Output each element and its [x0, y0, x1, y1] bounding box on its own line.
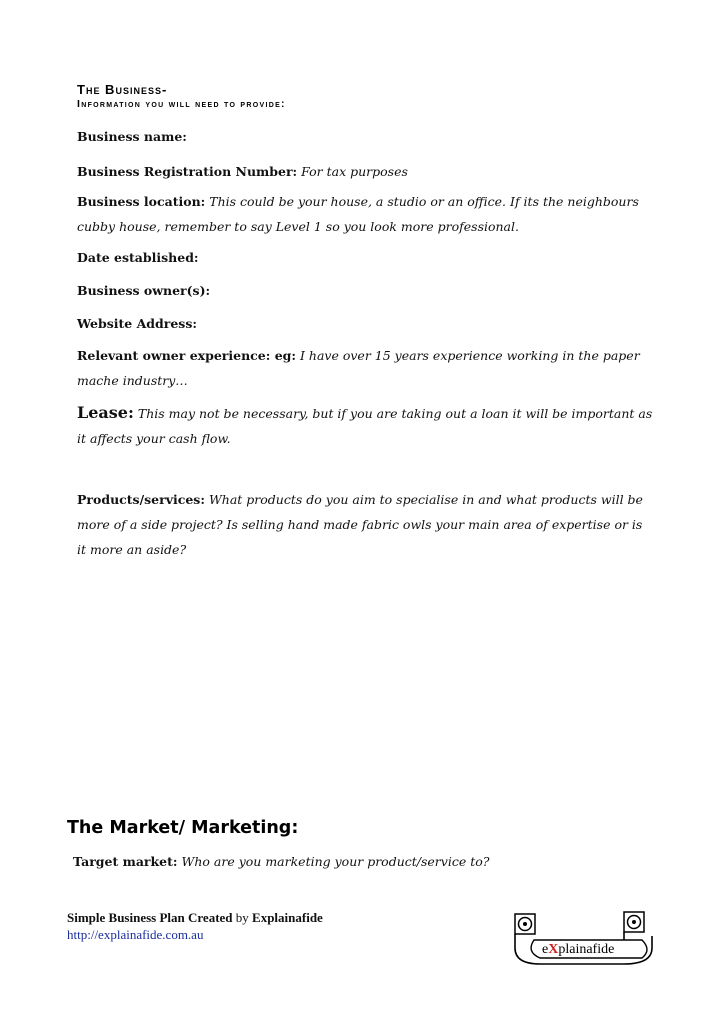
- footer-credit-created: Simple Business Plan Created: [67, 910, 233, 925]
- section-subtitle: Information you will need to provide:: [77, 98, 286, 110]
- target-market-label: Target market:: [73, 854, 178, 869]
- footer-url-link[interactable]: http://explainafide.com.au: [67, 927, 204, 942]
- market-heading: The Market/ Marketing:: [67, 818, 299, 838]
- field-business-name: [77, 124, 655, 149]
- field-registration-number: [77, 159, 655, 184]
- target-market-line: [73, 854, 489, 869]
- section-title: The Business-: [77, 82, 168, 97]
- field-label: Business owner(s):: [77, 283, 211, 298]
- explainafide-logo: [512, 908, 662, 970]
- field-label: Business Registration Number:: [77, 164, 298, 179]
- logo-right-pupil: [632, 920, 636, 924]
- field-label: Relevant owner experience: eg:: [77, 348, 297, 363]
- target-market-note: Who are you marketing your product/service to?: [181, 854, 490, 869]
- field-website-address: [77, 311, 655, 336]
- field-label: Lease:: [77, 403, 134, 422]
- field-note: This may not be necessary, but if you are taking out a loan it will be important as it affects your cash flow.: [77, 406, 653, 446]
- footer-credit: [67, 910, 323, 926]
- field-note: I have over 15 years experience working in the paper mache industry…: [77, 348, 640, 388]
- field-label: Business name:: [77, 129, 187, 144]
- logo-wordmark: [542, 942, 614, 957]
- field-label: Products/services:: [77, 492, 205, 507]
- logo-wordmark-suffix: plainafide: [558, 942, 615, 957]
- field-label: Business location:: [77, 194, 206, 209]
- footer-credit-by: by: [235, 910, 249, 925]
- logo-wordmark-prefix: e: [542, 942, 549, 957]
- field-note: For tax purposes: [301, 164, 408, 179]
- field-business-owners: [77, 278, 655, 303]
- field-lease: [77, 400, 655, 451]
- field-business-location: [77, 189, 655, 239]
- field-note: This could be your house, a studio or an office. If its the neighbours cubby house, remember to say Level 1 so you look more professional.: [77, 194, 639, 234]
- logo-left-pupil: [523, 922, 527, 926]
- field-owner-experience: [77, 343, 655, 393]
- footer-credit-brand: Explainafide: [252, 910, 323, 925]
- field-label: Date established:: [77, 250, 199, 265]
- field-date-established: [77, 245, 655, 270]
- logo-wordmark-x: X: [548, 942, 559, 957]
- field-products-services: [77, 487, 655, 562]
- field-note: What products do you aim to specialise in and what products will be more of a side project? Is selling hand made fabric owls your main area of expertise or is it more an aside?: [77, 492, 643, 557]
- field-label: Website Address:: [77, 316, 197, 331]
